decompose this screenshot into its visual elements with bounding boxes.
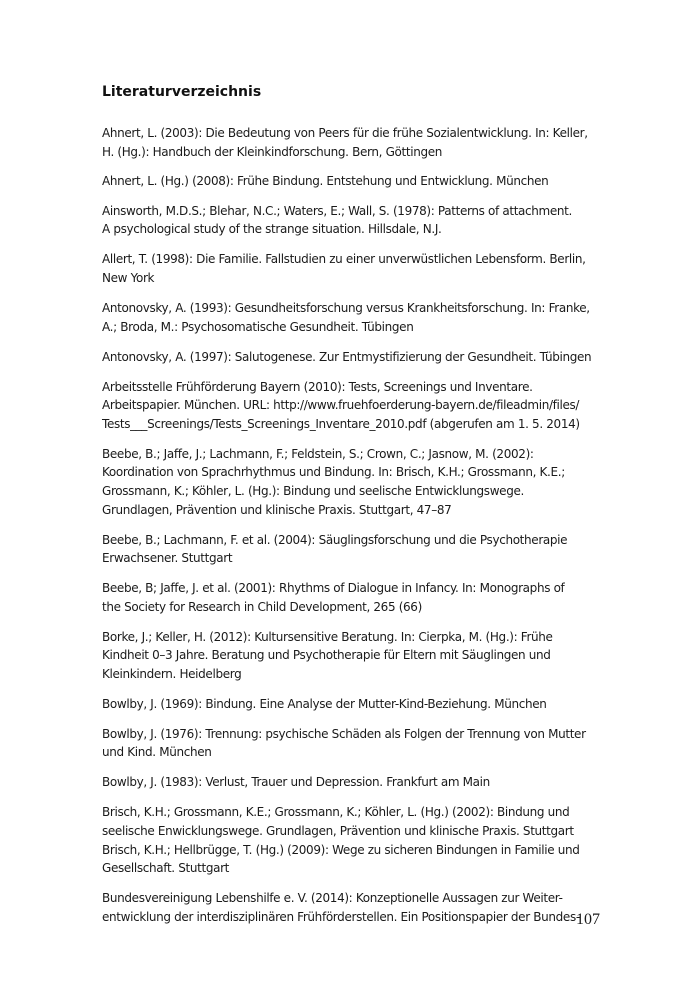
reference-entry: Brisch, K.H.; Grossmann, K.E.; Grossmann, K.; Köhler, L. (Hg.) (2002): Bindung und seelische Enwicklungswege. Grundlagen, Prävention und klinische Praxis. Stuttgart Brisch, K.H.; Hellbrügge, T. (Hg.) (2009): Wege zu sicheren Bindungen in Familie und Gesellschaft. Stuttgart [102,805,580,876]
reference-entry: Bowlby, J. (1976): Trennung: psychische Schäden als Folgen der Trennung von Mutter und Kind. München [102,726,586,760]
page-heading: Literaturverzeichnis [102,84,262,100]
reference-entry: Bowlby, J. (1969): Bindung. Eine Analyse der Mutter-Kind-Beziehung. München [102,696,547,711]
reference-entry: Beebe, B.; Lachmann, F. et al. (2004): Säuglingsforschung und die Psychotherapie Erwachsener. Stuttgart [102,532,568,566]
reference-entry: Beebe, B; Jaffe, J. et al. (2001): Rhythms of Dialogue in Infancy. In: Monographs of the Society for Research in Child Development, 265 (66) [102,581,565,614]
reference-entry: Ahnert, L. (2003): Die Bedeutung von Peers für die frühe Sozialentwicklung. In: Keller, H. (Hg.): Handbuch der Kleinkindforschung. Bern, Göttingen [102,126,588,159]
page-number: 107 [576,911,600,928]
reference-entry: Antonovsky, A. (1993): Gesundheitsforschung versus Krankheitsforschung. In: Franke, A.; Broda, M.: Psychosomatische Gesundheit. Tübingen [102,301,590,334]
reference-entry: Bundesvereinigung Lebenshilfe e. V. (2014): Konzeptionelle Aussagen zur Weiter- entwicklung der interdisziplinären Frühförderstellen. Ein Positionspapier der Bundes- [102,891,580,924]
reference-entry: Arbeitsstelle Frühförderung Bayern (2010): Tests, Screenings und Inventare. Arbeitspapier. München. URL: http://www.fruehfoerderung-bayern.de/fileadmin/files/ Tests___Screenings/Tests_Screenings_Inventare_2010.pdf (abgerufen am 1. 5. 2014) [102,379,580,431]
reference-entry: Bowlby, J. (1983): Verlust, Trauer und Depression. Frankfurt am Main [102,775,490,790]
reference-entry: Allert, T. (1998): Die Familie. Fallstudien zu einer unverwüstlichen Lebensform. Berlin, New York [102,252,586,286]
reference-entry: Ahnert, L. (Hg.) (2008): Frühe Bindung. Entstehung und Entwicklung. München [102,173,549,188]
reference-list [102,124,602,926]
reference-entry: Antonovsky, A. (1997): Salutogenese. Zur Entmystifizierung der Gesundheit. Tübingen [102,349,592,364]
reference-entry: Ainsworth, M.D.S.; Blehar, N.C.; Waters, E.; Wall, S. (1978): Patterns of attachment. A psychological study of the strange situation. Hillsdale, N.J. [102,203,573,237]
reference-entry: Beebe, B.; Jaffe, J.; Lachmann, F.; Feldstein, S.; Crown, C.; Jasnow, M. (2002): Koordination von Sprachrhythmus und Bindung. In: Brisch, K.H.; Grossmann, K.E.; Grossmann, K.; Köhler, L. (Hg.): Bindung und seelische Entwicklungswege. Grundlagen, Prävention und klinische Praxis. Stuttgart, 47–87 [102,446,565,517]
reference-entry: Borke, J.; Keller, H. (2012): Kultursensitive Beratung. In: Cierpka, M. (Hg.): Frühe Kindheit 0–3 Jahre. Beratung und Psychotherapie für Eltern mit Säuglingen und Kleinkindern. Heidelberg [102,629,553,681]
